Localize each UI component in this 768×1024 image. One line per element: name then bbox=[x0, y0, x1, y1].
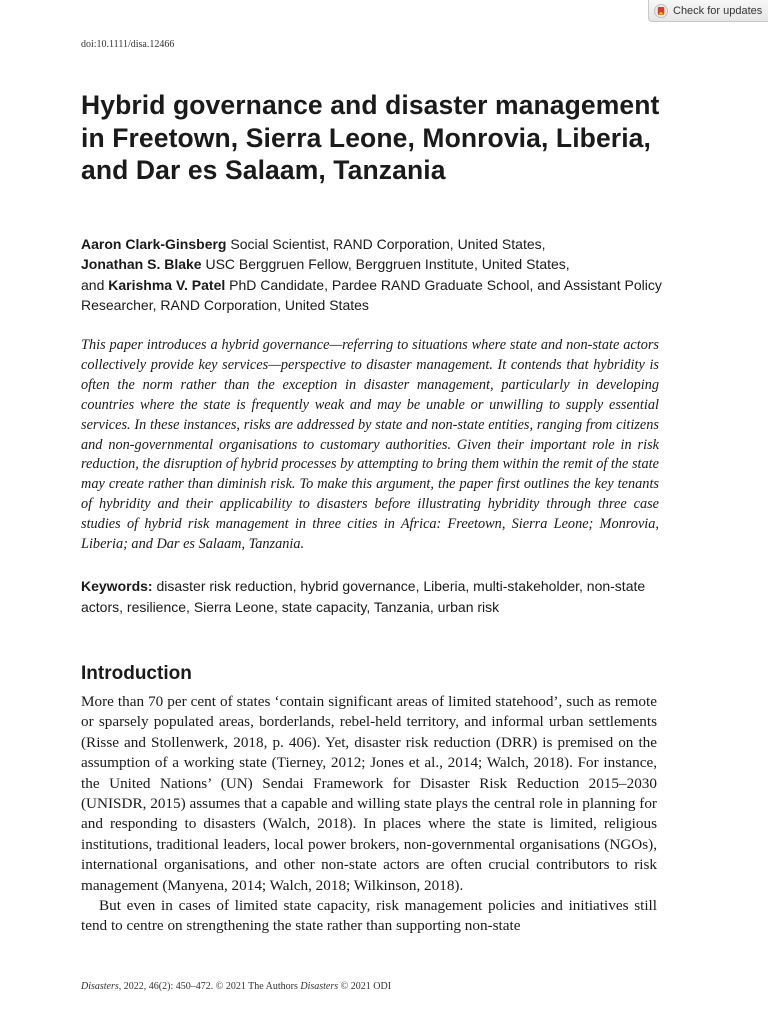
author-name: Aaron Clark-Ginsberg bbox=[81, 236, 227, 252]
paper-title: Hybrid governance and disaster management in Freetown, Sierra Leone, Monrovia, Liberia, and Dar es Salaam, Tanzania bbox=[81, 90, 660, 185]
abstract: This paper introduces a hybrid governance—referring to situations where state and non-state actors collectively provide key services—perspective to disaster management. It contends that hybridity is often the norm rather than the exception in disaster management, particularly in developing countries where the state is frequently weak and may be unable or unwilling to supply essential services. In these instances, risks are addressed by state and non-state entities, ranging from citizens and non-governmental organisations to customary authorities. Given their important role in risk reduction, the disruption of hybrid processes by attempting to bring them within the remit of the state may create rather than diminish risk. To make this argument, the paper first outlines the key tenants of hybridity and their applicability to disasters before illustrating hybridity through three case studies of hybrid risk management in three cities in Africa: Freetown, Sierra Leone; Monrovia, Liberia; and Dar es Salaam, Tanzania. bbox=[81, 337, 659, 553]
author-prefix: and bbox=[81, 276, 109, 293]
doi: doi:10.1111/disa.12466 bbox=[81, 39, 175, 50]
introduction-body bbox=[81, 692, 657, 937]
check-for-updates-icon bbox=[654, 4, 668, 18]
section-heading-introduction: Introduction bbox=[81, 663, 192, 684]
check-for-updates-button[interactable] bbox=[648, 0, 768, 22]
author-affiliation: USC Berggruen Fellow, Berggruen Institute, United States, bbox=[201, 256, 570, 273]
footer-copyright: © 2021 ODI bbox=[338, 981, 392, 992]
keywords-label: Keywords: bbox=[81, 578, 153, 594]
author-name: Karishma V. Patel bbox=[108, 276, 226, 293]
keywords bbox=[81, 576, 671, 617]
author-affiliation: Social Scientist, RAND Corporation, United States, bbox=[226, 236, 546, 252]
check-for-updates-label: Check for updates bbox=[673, 4, 763, 17]
body-paragraph: More than 70 per cent of states ‘contain significant areas of limited statehood’, such as remote or sparsely populated areas, borderlands, rebel-held territory, and informal urban settlements (Risse and Stollenwerk, 2018, p. 406). Yet, disaster risk reduction (DRR) is premised on the assumption of a working state (Tierney, 2012; Jones et al., 2014; Walch, 2018). For instance, the United Nations’ (UN) Sendai Framework for Disaster Risk Reduction 2015–2030 (UNISDR, 2015) assumes that a capable and willing state plays the central role in planning for and responding to disasters (Walch, 2018). In places where the state is limited, religious institutions, traditional leaders, local power brokers, non-governmental organisations (NGOs), international organisations, and other non-state actors are often crucial contributors to risk management (Manyena, 2014; Walch, 2018; Wilkinson, 2018). bbox=[81, 693, 657, 894]
author-list bbox=[81, 234, 681, 315]
footer-citation: , 2022, 46(2): 450–472. © 2021 The Authors bbox=[118, 981, 301, 992]
body-paragraph: But even in cases of limited state capacity, risk management policies and initiatives still tend to centre on strengthening the state rather than supporting non-state bbox=[81, 897, 657, 935]
footer-journal-2: Disasters bbox=[300, 981, 339, 992]
page-footer bbox=[81, 981, 391, 992]
footer-journal: Disasters bbox=[81, 981, 119, 992]
author-affiliation: PhD Candidate, Pardee RAND Graduate School, and Assistant Policy Researcher, RAND Corporation, United States bbox=[81, 276, 662, 313]
author-name: Jonathan S. Blake bbox=[81, 256, 202, 273]
keywords-text: disaster risk reduction, hybrid governance, Liberia, multi-stakeholder, non-state actors, resilience, Sierra Leone, state capacity, Tanzania, urban risk bbox=[81, 578, 646, 615]
